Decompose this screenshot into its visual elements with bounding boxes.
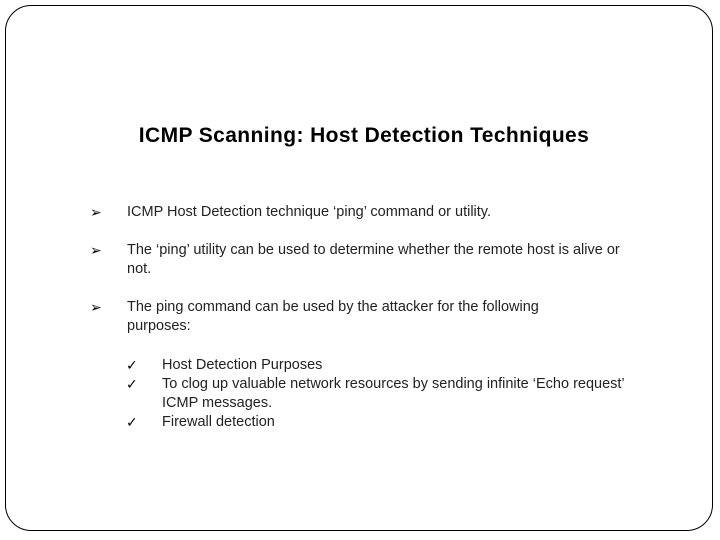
- bullet-text: The ‘ping’ utility can be used to determine whether the remote host is alive or not.: [127, 242, 620, 277]
- arrowhead-bullet-icon: ➢: [90, 242, 102, 258]
- bullet-text: ICMP Host Detection technique ‘ping’ command or utility.: [127, 204, 492, 220]
- sub-bullet-text: Firewall detection: [162, 414, 275, 430]
- arrowhead-bullet-icon: ➢: [90, 204, 102, 220]
- checkmark-bullet-icon: ✓: [126, 414, 138, 430]
- arrowhead-bullet-icon: ➢: [90, 299, 102, 315]
- slide-title: ICMP Scanning: Host Detection Techniques: [138, 124, 590, 147]
- bullet-text: The ping command can be used by the attacker for the following purposes:: [127, 299, 539, 334]
- sub-bullet-text: To clog up valuable network resources by sending infinite ‘Echo request’ ICMP messages.: [162, 376, 625, 411]
- checkmark-bullet-icon: ✓: [126, 357, 138, 373]
- sub-bullet-text: Host Detection Purposes: [162, 357, 323, 373]
- checkmark-bullet-icon: ✓: [126, 376, 138, 392]
